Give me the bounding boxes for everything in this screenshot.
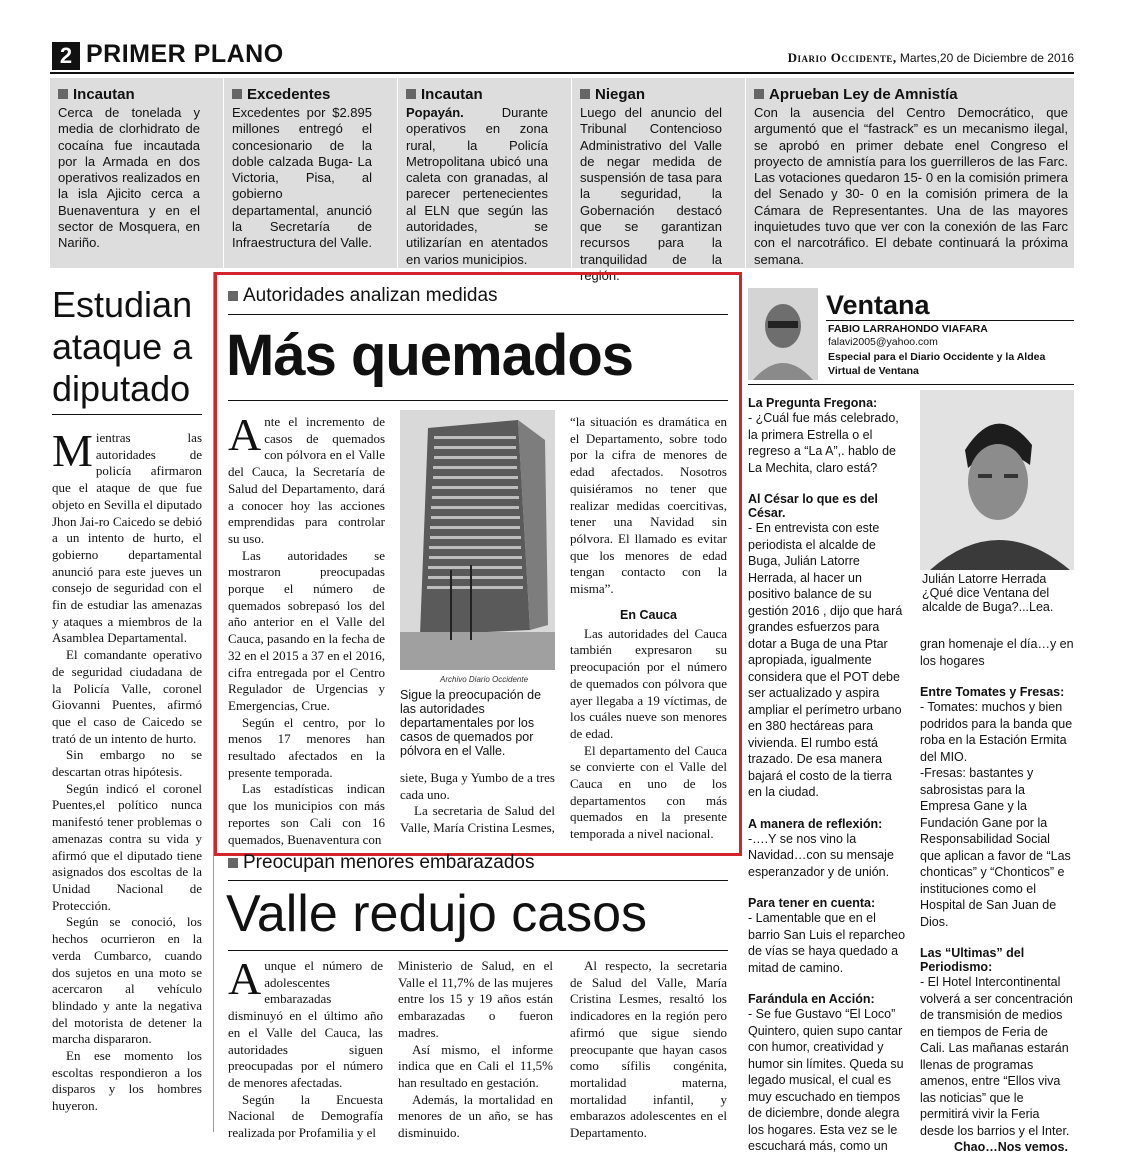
drop-cap: A bbox=[228, 409, 262, 460]
ventana-col-2: gran homenaje el día…y en los hogares Entre Tomates y Fresas: - Tomates: muchos y bien podridos para la banda que roba en la Estación Ermita del MIO. -Fresas: bastantes y sabrosistas para la Empresa Gane y la Fundación Gane por la Responsabilidad Social que aplican a favor de “Las chonticas” y “Chonticos” e instituciones como el Hospital de San Juan de Dios. Las “Ultimas” del Periodismo: - El Hotel Intercontinental volverá a ser concentración de transmisión de medios en tiempos de Feria de Cali. Las mañanas estarán llenas de programas amenos, entre “Ellos viva las noticias” que le permitirá vivir la Feria desde los barrios y el Inter. Chao…Nos vemos. bbox=[920, 637, 1074, 1154]
author-name: FABIO LARRAHONDO VIAFARA bbox=[828, 323, 988, 335]
main-headline: Más quemados bbox=[226, 323, 633, 388]
divider bbox=[745, 78, 746, 268]
title-rule bbox=[826, 320, 1074, 321]
kicker-rule bbox=[228, 314, 728, 315]
main-col-2: siete, Buga y Yumbo de a tres cada uno. La secretaria de Salud del Valle, María Cristina Lesmes, bbox=[400, 770, 555, 836]
bullet-square-icon bbox=[232, 89, 242, 99]
brief-lead: Popayán. bbox=[406, 105, 464, 120]
section-title: PRIMER PLANO bbox=[86, 40, 284, 68]
briefs-strip bbox=[50, 78, 1074, 283]
ventana-col-1: La Pregunta Fregona: - ¿Cuál fue más celebrado, la primera Estrella o el regreso a “La A”,. hablo de La Mechita, claro está? Al César lo que es del César. - En entrevista con este periodista el alcalde de Buga, Julián Latorre Herrada, al hacer un positivo balance de su gestión 2016 , dijo que hará grandes esfuerzos para dotar a Buga de una Ptar apropiada, igualmente considera que el POT debe ser actualizado y aspira ampliar el perímetro urbano en 380 hectáreas para vivienda. El rumbo está trazado. De esa manera bajará el costo de la tierra en la ciudad. A manera de reflexión: -….Y se nos vino la Navidad…con su mensaje esperanzador y de unión. Para tener en cuenta: - Lamentable que en el barrio San Luis el reparcheo de vías se haya quedado a mitad de camino. Farándula en Acción: - Se fue Gustavo “El Loco” Quintero, quien supo cantar con humor, creatividad y humor sin límites. Queda su legado musical, el cual es muy escuchado en tiempos de diciembre, donde alegra los hogares. Esta vez se le escuchará más, como un bbox=[748, 396, 906, 1153]
divider bbox=[223, 78, 224, 268]
brief-text: Con la ausencia del Centro Democrático, que argumentó que el “fastrack” es un mecanismo ilegal, se aprobó en primer debate enel Congreso el proyecto de amnistía para los guerrilleros de las Farc. Las votaciones quedaron 15- 0 en la comisión primera del Senado y 30- 0 en la comisión primera de la Cámara de Representantes. Una de las mayores inquietudes tuvo que ver con la conexión de las Farc con el narcotráfico. El debate continuará la próxima semana. bbox=[754, 105, 1068, 267]
building-photo bbox=[400, 410, 555, 670]
sign-off: Chao…Nos vemos. bbox=[954, 1140, 1068, 1154]
bullet-square-icon bbox=[580, 89, 590, 99]
second-col-3: Al respecto, la secretaria de Salud del Valle, María Cristina Lesmes, resaltó los indicadores en la región pero afirmó que sigue siendo preocupante que hayan casos como sífilis congénita, mortalidad materna, mortalidad infantil, y embarazos adolescentes en el Departamento. bbox=[570, 958, 727, 1141]
header-rule bbox=[50, 72, 1074, 74]
author-portrait bbox=[748, 288, 818, 380]
headline-rule bbox=[228, 400, 728, 401]
brief-5 bbox=[754, 86, 1068, 268]
bullet-square-icon bbox=[754, 89, 764, 99]
drop-cap: A bbox=[228, 953, 262, 1004]
brief-1 bbox=[58, 86, 200, 252]
mayor-photo-caption: Julián Latorre Herrada ¿Qué dice Ventana del alcalde de Buga?...Lea. bbox=[922, 572, 1054, 614]
masthead bbox=[788, 50, 1074, 66]
office-building-image bbox=[400, 410, 555, 670]
left-story-headline: Estudian ataque a diputado bbox=[52, 284, 193, 409]
brief-text: Popayán. Durante operativos en zona rural, la Policía Metropolitana ubicó una caleta con granadas, al parecer pertenecientes al ELN que según las autoridades, se utilizarían en atentados en varios municipios. bbox=[406, 105, 548, 267]
second-headline: Valle redujo casos bbox=[226, 885, 648, 943]
second-col-1: Aunque el número de adolescentes embarazadas disminuyó en el último año en el Valle del Cauca, las autoridades siguen preocupadas por el número de menores afectadas. Según la Encuesta Nacional de Demografía realizada por Profamilia y el bbox=[228, 953, 383, 1141]
brief-title: Excedentes bbox=[247, 86, 331, 103]
brief-3 bbox=[406, 86, 548, 268]
brief-title: Aprueban Ley de Amnistía bbox=[769, 86, 958, 103]
photo-caption: Sigue la preocupación de las autoridades departamentales por los casos de quemados por pólvora en el Valle. bbox=[400, 688, 542, 758]
bullet-square-icon bbox=[228, 858, 238, 868]
brief-title: Incautan bbox=[421, 86, 483, 103]
mayor-photo bbox=[920, 390, 1074, 570]
bullet-square-icon bbox=[228, 291, 238, 301]
kicker-rule bbox=[228, 880, 728, 881]
divider bbox=[397, 78, 398, 268]
second-col-2: Ministerio de Salud, en el Valle el 11,7% de las mujeres entre los 15 y 19 años están embarazadas o fueron madres. Así mismo, el informe indica que en Cali el 11,5% han resultado en gestación. Además, la mortalidad en menores de un año, se has disminuido. bbox=[398, 958, 553, 1141]
column-tagline: Especial para el Diario Occidente y la Aldea Virtual de Ventana bbox=[828, 351, 1046, 377]
divider bbox=[571, 78, 572, 268]
main-col-3: “la situación es dramática en el Departamento, sobre todo por la cifra de menores de edad afectados. Nosotros quisiéramos no tener que realizar medidas coercitivas, tener una Navidad sin pólvora. El llamado es evitar que los menores de edad tengan contacto con la misma”. En Cauca Las autoridades del Cauca también expresaron su preocupación por el número de quemados con pólvora que ayer llegaba a 19 víctimas, de los cuáles nueve son menores de edad. El departamento del Cauca se convierte con el Valle del Cauca en uno de los departamentos con más quemados en la presente temporada a nivel nacional. bbox=[570, 414, 727, 842]
subhead: En Cauca bbox=[620, 607, 677, 622]
brief-2 bbox=[232, 86, 372, 252]
photo-credit: Archivo Diario Occidente bbox=[440, 675, 529, 684]
second-kicker: Preocupan menores embarazados bbox=[228, 852, 535, 874]
brief-title: Niegan bbox=[595, 86, 646, 103]
main-col-1: Ante el incremento de casos de quemados con pólvora en el Valle del Cauca, la Secretaría de Salud del Departamento, dará a conocer hoy las acciones emprendidas para controlar su uso. Las autoridades se mostraron preocupadas porque el número de quemados sobrepasó los del año anterior en el Valle del Cauca, pasando en la fecha de 32 en el 2015 a 37 en el 2016, cifra entregada por el Centro Regulador de Urgencias y Emergencias, Crue. Según el centro, por lo menos 17 menores han resultado afectados en la presente temporada. Las estadísticas indican que los municipios con más reportes son Cali con 16 quemados, Buenaventura con bbox=[228, 409, 385, 847]
author-photo-icon bbox=[748, 288, 818, 380]
brief-text: Excedentes por $2.895 millones entregó el concesionario de la doble calzada Buga- La Victoria, Pisa, al gobierno departamental, anunció la Secretaría de Infraestructura del Valle. bbox=[232, 105, 372, 251]
issue-date: Martes,20 de Diciembre de 2016 bbox=[899, 51, 1074, 65]
author-email: falavi2005@yahoo.com bbox=[828, 336, 938, 348]
brief-4 bbox=[580, 86, 722, 284]
portrait-image bbox=[920, 390, 1074, 570]
page-number: 2 bbox=[52, 42, 80, 70]
column-title: Ventana bbox=[826, 290, 930, 320]
column-rule bbox=[748, 384, 1074, 385]
drop-cap: M bbox=[52, 425, 93, 476]
left-story-body: Mientras las autoridades de policía afirmaron que el ataque de que fue objeto en Sevilla el diputado Jhon Jai-ro Caicedo se debió a un intento de hurto, el gobierno departamental anunció para este jueves un consejo de seguridad con el fin de estudiar las amenazas y ataques a miembros de la Asamblea Departamental. El comandante operativo de seguridad ciudadana de la Policía Valle, coronel Giovanni Puentes, afirmó que el caso de Caicedo se trató de un intento de hurto. Sin embargo no se descartan otras hipótesis. Según indicó el coronel Puentes,el político nunca manifestó tener problemas o amenazas contra su vida y afirmó que el diputado tiene asignados dos escoltas de la Unidad Nacional de Protección. Según se conoció, los hechos ocurrieron en la verda Cumbarco, cuando dos sujetos en una moto se acercaron al vehículo blindado y ante la negativa del motorista de detener la marcha dispararon. En ese momento los escoltas respondieron a los disparos y los hombres huyeron. bbox=[52, 425, 202, 1114]
bullet-square-icon bbox=[406, 89, 416, 99]
brief-text: Luego del anuncio del Tribunal Contencioso Administrativo del Valle de negar medida de suspensión de tasa para la seguridad, la Gobernación destacó que se garantizan recursos para la tranquilidad de la región. bbox=[580, 105, 722, 283]
brief-text: Cerca de tonelada y media de clorhidrato de cocaína fue incautada por la Armada en dos operativos realizados en la isla Ajicito cerca a Buenaventura y en el sector de Mosquera, en Nariño. bbox=[58, 105, 200, 251]
headline-rule bbox=[52, 414, 202, 415]
headline-rule bbox=[228, 950, 728, 951]
newspaper-name: Diario Occidente, bbox=[787, 50, 897, 65]
bullet-square-icon bbox=[58, 89, 68, 99]
brief-title: Incautan bbox=[73, 86, 135, 103]
main-kicker: Autoridades analizan medidas bbox=[228, 285, 498, 307]
